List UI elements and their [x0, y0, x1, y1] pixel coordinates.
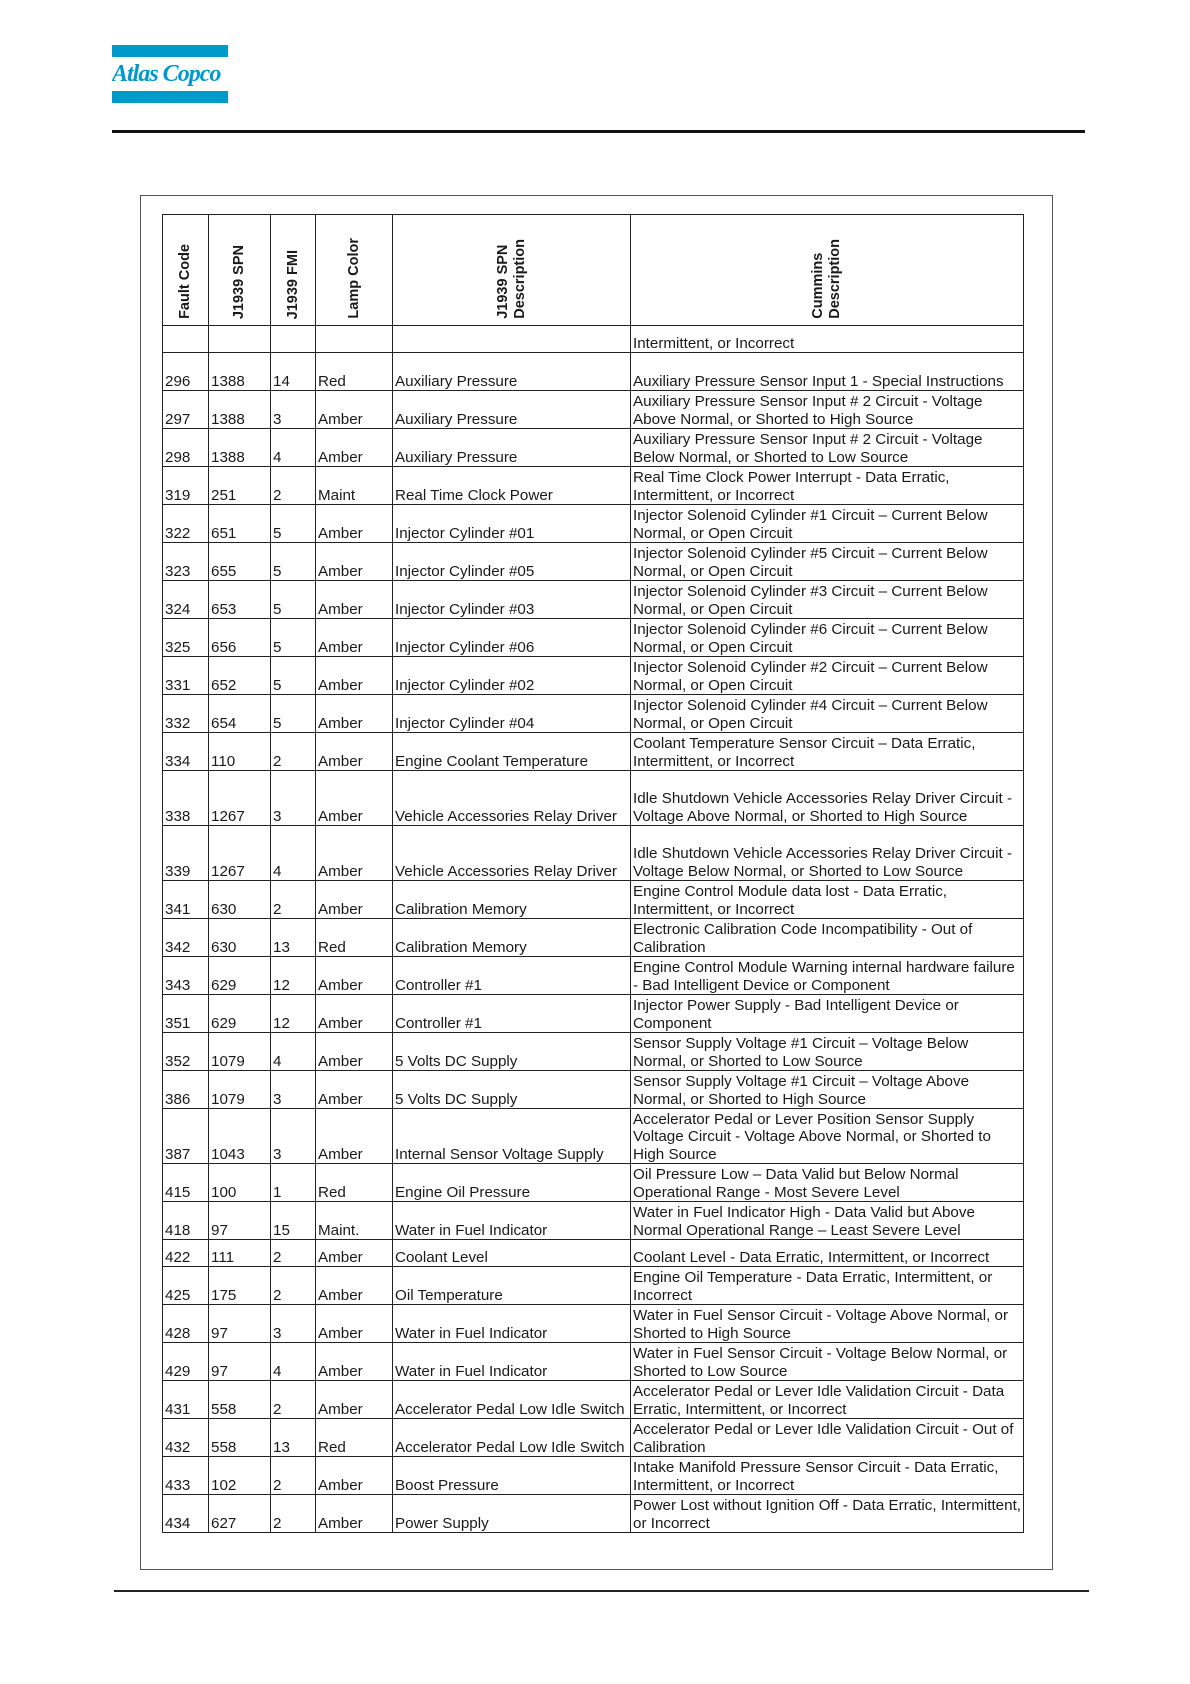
fmi-cell: 3 — [271, 1305, 316, 1343]
lamp-color-cell: Amber — [316, 1071, 393, 1109]
spn-description-cell: Oil Temperature — [393, 1267, 631, 1305]
cummins-description-cell: Electronic Calibration Code Incompatibility - Out of Calibration — [631, 919, 1024, 957]
table-row — [163, 995, 1024, 1033]
fault-code-cell: 338 — [163, 771, 209, 826]
fault-code-cell: 322 — [163, 505, 209, 543]
table-row — [163, 733, 1024, 771]
fault-code-cell: 422 — [163, 1240, 209, 1267]
table-row — [163, 581, 1024, 619]
table-row — [163, 1033, 1024, 1071]
fault-code-cell: 432 — [163, 1419, 209, 1457]
spn-description-cell: Auxiliary Pressure — [393, 353, 631, 391]
spn-cell: 652 — [209, 657, 271, 695]
spn-description-cell: Auxiliary Pressure — [393, 429, 631, 467]
fault-code-cell: 324 — [163, 581, 209, 619]
fmi-cell: 3 — [271, 1109, 316, 1164]
lamp-color-cell: Amber — [316, 581, 393, 619]
table-row — [163, 619, 1024, 657]
cummins-description-cell: Coolant Level - Data Erratic, Intermittent, or Incorrect — [631, 1240, 1024, 1267]
fmi-cell: 13 — [271, 919, 316, 957]
lamp-color-cell: Amber — [316, 957, 393, 995]
spn-cell: 97 — [209, 1305, 271, 1343]
cummins-description-cell: Engine Control Module data lost - Data Erratic, Intermittent, or Incorrect — [631, 881, 1024, 919]
cummins-description-cell: Coolant Temperature Sensor Circuit – Data Erratic, Intermittent, or Incorrect — [631, 733, 1024, 771]
header-j1939-fmi: J1939 FMI — [271, 215, 316, 326]
lamp-color-cell: Amber — [316, 619, 393, 657]
spn-description-cell: Accelerator Pedal Low Idle Switch — [393, 1419, 631, 1457]
spn-description-cell: Water in Fuel Indicator — [393, 1343, 631, 1381]
cummins-description-cell: Engine Oil Temperature - Data Erratic, Intermittent, or Incorrect — [631, 1267, 1024, 1305]
spn-description-cell: Controller #1 — [393, 995, 631, 1033]
table-row — [163, 391, 1024, 429]
fmi-cell: 4 — [271, 826, 316, 881]
lamp-color-cell: Amber — [316, 881, 393, 919]
table-row — [163, 881, 1024, 919]
cummins-description-cell: Engine Control Module Warning internal hardware failure - Bad Intelligent Device or Component — [631, 957, 1024, 995]
header-cummins-description: Cummins Description — [631, 215, 1024, 326]
spn-description-cell: Injector Cylinder #05 — [393, 543, 631, 581]
spn-cell — [209, 326, 271, 353]
cummins-description-cell: Water in Fuel Indicator High - Data Valid but Above Normal Operational Range – Least Severe Level — [631, 1202, 1024, 1240]
fmi-cell: 5 — [271, 581, 316, 619]
fmi-cell: 5 — [271, 543, 316, 581]
logo-top-bar — [112, 45, 228, 57]
lamp-color-cell: Amber — [316, 995, 393, 1033]
fmi-cell: 4 — [271, 1343, 316, 1381]
spn-cell: 251 — [209, 467, 271, 505]
lamp-color-cell: Amber — [316, 1305, 393, 1343]
cummins-description-cell: Injector Solenoid Cylinder #1 Circuit – Current Below Normal, or Open Circuit — [631, 505, 1024, 543]
fault-code-cell: 343 — [163, 957, 209, 995]
table-row — [163, 1267, 1024, 1305]
logo-wordmark: Atlas Copco — [112, 61, 221, 87]
fault-code-cell: 339 — [163, 826, 209, 881]
table-row — [163, 1343, 1024, 1381]
spn-description-cell: Real Time Clock Power — [393, 467, 631, 505]
fmi-cell: 2 — [271, 1267, 316, 1305]
lamp-color-cell: Amber — [316, 1267, 393, 1305]
fault-code-cell: 325 — [163, 619, 209, 657]
spn-cell: 111 — [209, 1240, 271, 1267]
table-row — [163, 771, 1024, 826]
table-row — [163, 326, 1024, 353]
fmi-cell: 2 — [271, 1457, 316, 1495]
spn-cell: 102 — [209, 1457, 271, 1495]
header-lamp-color: Lamp Color — [316, 215, 393, 326]
fault-code-cell: 429 — [163, 1343, 209, 1381]
fault-code-cell: 351 — [163, 995, 209, 1033]
table-row — [163, 1164, 1024, 1202]
spn-cell: 110 — [209, 733, 271, 771]
cummins-description-cell: Water in Fuel Sensor Circuit - Voltage Above Normal, or Shorted to High Source — [631, 1305, 1024, 1343]
fmi-cell: 5 — [271, 619, 316, 657]
lamp-color-cell: Amber — [316, 505, 393, 543]
cummins-description-cell: Injector Solenoid Cylinder #5 Circuit – Current Below Normal, or Open Circuit — [631, 543, 1024, 581]
fault-code-cell: 319 — [163, 467, 209, 505]
fault-code-cell — [163, 326, 209, 353]
spn-cell: 651 — [209, 505, 271, 543]
fault-code-cell: 415 — [163, 1164, 209, 1202]
table-row — [163, 467, 1024, 505]
fault-code-cell: 386 — [163, 1071, 209, 1109]
table-row — [163, 1109, 1024, 1164]
spn-cell: 1388 — [209, 429, 271, 467]
spn-cell: 1267 — [209, 771, 271, 826]
lamp-color-cell: Amber — [316, 1240, 393, 1267]
fmi-cell: 12 — [271, 957, 316, 995]
fmi-cell: 2 — [271, 1381, 316, 1419]
cummins-description-cell: Idle Shutdown Vehicle Accessories Relay Driver Circuit - Voltage Below Normal, or Shorted to Low Source — [631, 826, 1024, 881]
lamp-color-cell: Red — [316, 1164, 393, 1202]
fault-code-cell: 296 — [163, 353, 209, 391]
cummins-description-cell: Auxiliary Pressure Sensor Input # 2 Circuit - Voltage Above Normal, or Shorted to High Source — [631, 391, 1024, 429]
cummins-description-cell: Power Lost without Ignition Off - Data Erratic, Intermittent, or Incorrect — [631, 1495, 1024, 1533]
spn-description-cell: Calibration Memory — [393, 919, 631, 957]
lamp-color-cell: Red — [316, 919, 393, 957]
fault-code-cell: 323 — [163, 543, 209, 581]
spn-cell: 97 — [209, 1202, 271, 1240]
fault-code-cell: 297 — [163, 391, 209, 429]
spn-description-cell: Boost Pressure — [393, 1457, 631, 1495]
fmi-cell: 14 — [271, 353, 316, 391]
table-row — [163, 1457, 1024, 1495]
spn-description-cell: Auxiliary Pressure — [393, 391, 631, 429]
spn-description-cell — [393, 326, 631, 353]
spn-cell: 558 — [209, 1419, 271, 1457]
spn-cell: 653 — [209, 581, 271, 619]
header-rule — [112, 130, 1085, 133]
spn-cell: 627 — [209, 1495, 271, 1533]
fault-code-cell: 425 — [163, 1267, 209, 1305]
spn-description-cell: Engine Coolant Temperature — [393, 733, 631, 771]
fmi-cell: 3 — [271, 391, 316, 429]
cummins-description-cell: Injector Solenoid Cylinder #2 Circuit – Current Below Normal, or Open Circuit — [631, 657, 1024, 695]
spn-description-cell: Vehicle Accessories Relay Driver — [393, 771, 631, 826]
cummins-description-cell: Intermittent, or Incorrect — [631, 326, 1024, 353]
fault-code-cell: 431 — [163, 1381, 209, 1419]
spn-description-cell: Power Supply — [393, 1495, 631, 1533]
cummins-description-cell: Accelerator Pedal or Lever Position Sensor Supply Voltage Circuit - Voltage Above Normal, or Shorted to High Source — [631, 1109, 1024, 1164]
fmi-cell: 2 — [271, 467, 316, 505]
lamp-color-cell — [316, 326, 393, 353]
spn-description-cell: Water in Fuel Indicator — [393, 1305, 631, 1343]
spn-cell: 100 — [209, 1164, 271, 1202]
logo-bottom-bar — [112, 91, 228, 103]
cummins-description-cell: Injector Solenoid Cylinder #4 Circuit – Current Below Normal, or Open Circuit — [631, 695, 1024, 733]
fault-code-cell: 418 — [163, 1202, 209, 1240]
table-header-row — [163, 215, 1024, 326]
fault-code-cell: 342 — [163, 919, 209, 957]
lamp-color-cell: Amber — [316, 695, 393, 733]
fault-code-table — [162, 214, 1024, 1533]
spn-cell: 654 — [209, 695, 271, 733]
spn-description-cell: Calibration Memory — [393, 881, 631, 919]
fmi-cell: 1 — [271, 1164, 316, 1202]
spn-cell: 1079 — [209, 1071, 271, 1109]
cummins-description-cell: Injector Power Supply - Bad Intelligent Device or Component — [631, 995, 1024, 1033]
table-row — [163, 657, 1024, 695]
lamp-color-cell: Amber — [316, 1495, 393, 1533]
table-row — [163, 1419, 1024, 1457]
spn-cell: 656 — [209, 619, 271, 657]
fmi-cell: 3 — [271, 771, 316, 826]
fault-code-cell: 433 — [163, 1457, 209, 1495]
spn-cell: 97 — [209, 1343, 271, 1381]
fmi-cell: 5 — [271, 657, 316, 695]
fault-code-cell: 298 — [163, 429, 209, 467]
spn-cell: 630 — [209, 881, 271, 919]
fault-code-cell: 428 — [163, 1305, 209, 1343]
atlas-copco-logo — [112, 45, 228, 103]
lamp-color-cell: Amber — [316, 826, 393, 881]
header-j1939-spn: J1939 SPN — [209, 215, 271, 326]
cummins-description-cell: Sensor Supply Voltage #1 Circuit – Voltage Below Normal, or Shorted to Low Source — [631, 1033, 1024, 1071]
spn-cell: 1079 — [209, 1033, 271, 1071]
lamp-color-cell: Amber — [316, 1109, 393, 1164]
spn-description-cell: Internal Sensor Voltage Supply — [393, 1109, 631, 1164]
cummins-description-cell: Oil Pressure Low – Data Valid but Below Normal Operational Range - Most Severe Level — [631, 1164, 1024, 1202]
lamp-color-cell: Amber — [316, 733, 393, 771]
table-row — [163, 353, 1024, 391]
cummins-description-cell: Auxiliary Pressure Sensor Input # 2 Circuit - Voltage Below Normal, or Shorted to Low Source — [631, 429, 1024, 467]
cummins-description-cell: Water in Fuel Sensor Circuit - Voltage Below Normal, or Shorted to Low Source — [631, 1343, 1024, 1381]
lamp-color-cell: Maint — [316, 467, 393, 505]
lamp-color-cell: Amber — [316, 657, 393, 695]
cummins-description-cell: Real Time Clock Power Interrupt - Data Erratic, Intermittent, or Incorrect — [631, 467, 1024, 505]
lamp-color-cell: Amber — [316, 391, 393, 429]
table-row — [163, 1381, 1024, 1419]
fmi-cell: 4 — [271, 1033, 316, 1071]
table-row — [163, 1202, 1024, 1240]
fault-code-cell: 387 — [163, 1109, 209, 1164]
fmi-cell: 15 — [271, 1202, 316, 1240]
spn-description-cell: Injector Cylinder #06 — [393, 619, 631, 657]
spn-description-cell: 5 Volts DC Supply — [393, 1071, 631, 1109]
cummins-description-cell: Accelerator Pedal or Lever Idle Validation Circuit - Out of Calibration — [631, 1419, 1024, 1457]
table-row — [163, 826, 1024, 881]
spn-description-cell: Injector Cylinder #02 — [393, 657, 631, 695]
spn-cell: 1267 — [209, 826, 271, 881]
spn-description-cell: 5 Volts DC Supply — [393, 1033, 631, 1071]
cummins-description-cell: Injector Solenoid Cylinder #6 Circuit – Current Below Normal, or Open Circuit — [631, 619, 1024, 657]
lamp-color-cell: Amber — [316, 1457, 393, 1495]
spn-description-cell: Vehicle Accessories Relay Driver — [393, 826, 631, 881]
spn-description-cell: Injector Cylinder #03 — [393, 581, 631, 619]
spn-description-cell: Engine Oil Pressure — [393, 1164, 631, 1202]
lamp-color-cell: Maint. — [316, 1202, 393, 1240]
spn-cell: 630 — [209, 919, 271, 957]
cummins-description-cell: Idle Shutdown Vehicle Accessories Relay Driver Circuit - Voltage Above Normal, or Shorted to High Source — [631, 771, 1024, 826]
cummins-description-cell: Accelerator Pedal or Lever Idle Validation Circuit - Data Erratic, Intermittent, or Incorrect — [631, 1381, 1024, 1419]
table-row — [163, 543, 1024, 581]
cummins-description-cell: Injector Solenoid Cylinder #3 Circuit – Current Below Normal, or Open Circuit — [631, 581, 1024, 619]
fault-code-cell: 434 — [163, 1495, 209, 1533]
lamp-color-cell: Amber — [316, 429, 393, 467]
fmi-cell — [271, 326, 316, 353]
spn-cell: 1043 — [209, 1109, 271, 1164]
table-row — [163, 1240, 1024, 1267]
spn-cell: 175 — [209, 1267, 271, 1305]
fmi-cell: 5 — [271, 505, 316, 543]
spn-cell: 1388 — [209, 353, 271, 391]
lamp-color-cell: Amber — [316, 543, 393, 581]
fmi-cell: 12 — [271, 995, 316, 1033]
lamp-color-cell: Amber — [316, 1033, 393, 1071]
lamp-color-cell: Red — [316, 353, 393, 391]
header-fault-code: Fault Code — [163, 215, 209, 326]
fmi-cell: 2 — [271, 881, 316, 919]
fmi-cell: 2 — [271, 1495, 316, 1533]
fault-code-cell: 352 — [163, 1033, 209, 1071]
footer-rule — [114, 1590, 1089, 1592]
fmi-cell: 3 — [271, 1071, 316, 1109]
table-row — [163, 429, 1024, 467]
lamp-color-cell: Amber — [316, 1343, 393, 1381]
cummins-description-cell: Sensor Supply Voltage #1 Circuit – Voltage Above Normal, or Shorted to High Source — [631, 1071, 1024, 1109]
table-row — [163, 505, 1024, 543]
table-row — [163, 1071, 1024, 1109]
spn-description-cell: Accelerator Pedal Low Idle Switch — [393, 1381, 631, 1419]
lamp-color-cell: Amber — [316, 1381, 393, 1419]
fmi-cell: 2 — [271, 733, 316, 771]
spn-cell: 558 — [209, 1381, 271, 1419]
lamp-color-cell: Amber — [316, 771, 393, 826]
lamp-color-cell: Red — [316, 1419, 393, 1457]
spn-description-cell: Controller #1 — [393, 957, 631, 995]
spn-cell: 655 — [209, 543, 271, 581]
cummins-description-cell: Auxiliary Pressure Sensor Input 1 - Special Instructions — [631, 353, 1024, 391]
fmi-cell: 4 — [271, 429, 316, 467]
fault-code-cell: 331 — [163, 657, 209, 695]
header-spn-description: J1939 SPN Description — [393, 215, 631, 326]
spn-cell: 629 — [209, 957, 271, 995]
cummins-description-cell: Intake Manifold Pressure Sensor Circuit - Data Erratic, Intermittent, or Incorrect — [631, 1457, 1024, 1495]
table-row — [163, 695, 1024, 733]
fmi-cell: 13 — [271, 1419, 316, 1457]
fmi-cell: 2 — [271, 1240, 316, 1267]
spn-cell: 1388 — [209, 391, 271, 429]
fmi-cell: 5 — [271, 695, 316, 733]
fault-code-cell: 341 — [163, 881, 209, 919]
spn-description-cell: Injector Cylinder #01 — [393, 505, 631, 543]
spn-description-cell: Injector Cylinder #04 — [393, 695, 631, 733]
spn-cell: 629 — [209, 995, 271, 1033]
table-row — [163, 1495, 1024, 1533]
fault-code-cell: 334 — [163, 733, 209, 771]
table-row — [163, 957, 1024, 995]
spn-description-cell: Coolant Level — [393, 1240, 631, 1267]
table-row — [163, 1305, 1024, 1343]
table-row — [163, 919, 1024, 957]
fault-code-cell: 332 — [163, 695, 209, 733]
spn-description-cell: Water in Fuel Indicator — [393, 1202, 631, 1240]
